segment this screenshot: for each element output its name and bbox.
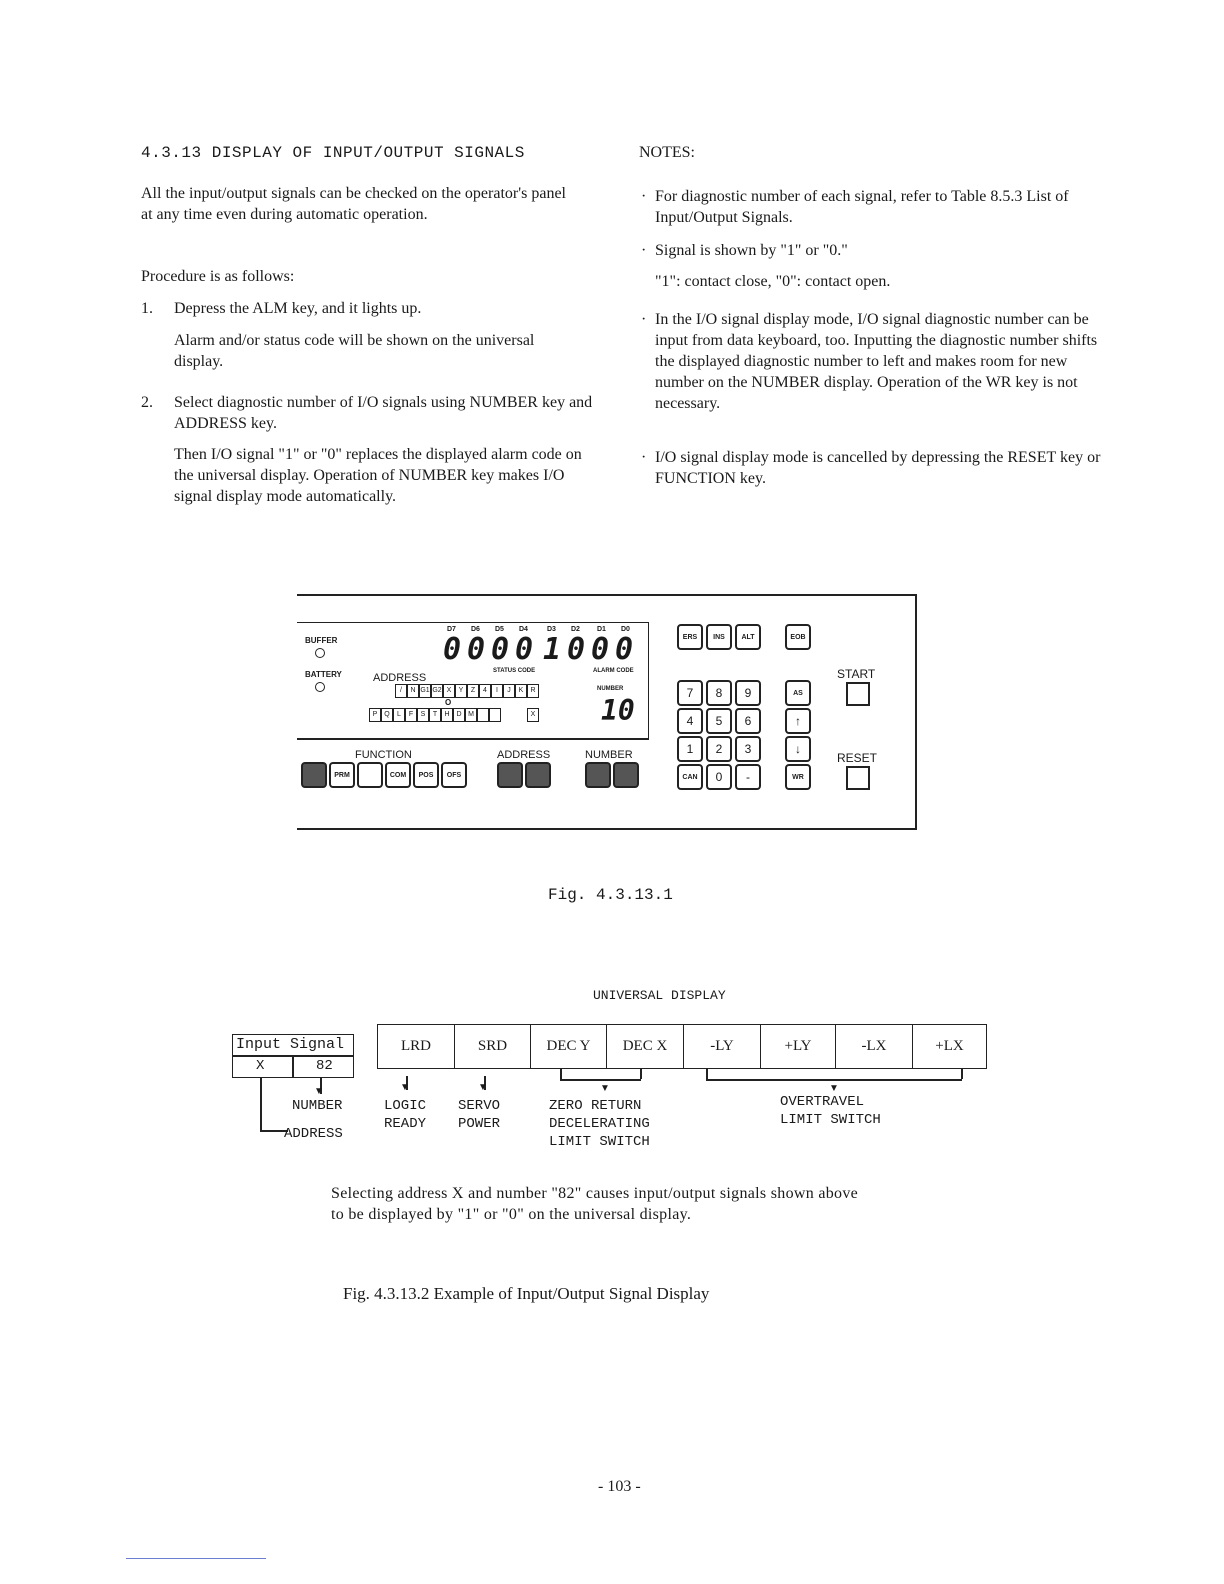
caption-line: OVERTRAVEL (780, 1094, 865, 1110)
display-cell-decx: DEC X (606, 1024, 684, 1069)
display-digit: 0 (491, 632, 510, 667)
input-signal-header: Input Signal (236, 1036, 345, 1053)
input-address-value: X (256, 1058, 265, 1074)
dec-bracket-bottom (560, 1079, 641, 1081)
panel-top-border (297, 594, 917, 596)
note-4: I/O signal display mode is cancelled by depressing the RESET key or FUNCTION key. (655, 449, 1101, 487)
section-heading: 4.3.13 DISPLAY OF INPUT/OUTPUT SIGNALS (141, 144, 525, 162)
prm-key[interactable]: PRM (329, 762, 355, 788)
step-number: 2. (141, 394, 153, 411)
address-cell: / (395, 684, 407, 698)
universal-display-title: UNIVERSAL DISPLAY (593, 988, 726, 1003)
com-key[interactable]: COM (385, 762, 411, 788)
address-key-right[interactable] (525, 762, 551, 788)
buffer-label: BUFFER (305, 636, 338, 645)
zero-return-caption (549, 1097, 650, 1151)
status-code-label: STATUS CODE (493, 668, 536, 674)
address-extra: O (445, 698, 452, 707)
display-digit: 0 (467, 632, 486, 667)
digit-label-d2: D2 (571, 626, 580, 633)
battery-label: BATTERY (305, 670, 342, 679)
ot-bracket-right (961, 1069, 963, 1079)
number-display: 10 (601, 694, 635, 727)
display-digit: 0 (515, 632, 534, 667)
number-caption: NUMBER (292, 1098, 343, 1114)
ot-bracket-bottom (706, 1079, 962, 1081)
pos-key[interactable]: POS (413, 762, 439, 788)
explanation-paragraph: Selecting address X and number "82" causes input/output signals shown above to be displayed by "1" or "0" on the universal display. (331, 1185, 859, 1223)
up-arrow-key[interactable]: ↑ (785, 708, 811, 734)
function-key[interactable] (357, 762, 383, 788)
minus-key[interactable]: - (735, 764, 761, 790)
address-cell: H (441, 708, 453, 722)
battery-lamp (315, 682, 325, 692)
address-cell: N (407, 684, 419, 698)
address-cell: Z (467, 684, 479, 698)
address-key-left[interactable] (497, 762, 523, 788)
logic-ready-caption (384, 1097, 426, 1133)
overtravel-caption (780, 1093, 881, 1129)
address-cell: K (515, 684, 527, 698)
caption-line: LIMIT SWITCH (549, 1134, 650, 1150)
numpad-key[interactable]: 4 (677, 708, 703, 734)
numpad-key[interactable]: 5 (706, 708, 732, 734)
caption-line: READY (384, 1116, 427, 1132)
as-key[interactable]: AS (785, 680, 811, 706)
caption-line: DECELERATING (549, 1116, 650, 1132)
address-cell: M (465, 708, 477, 722)
down-arrow-key[interactable]: ↓ (785, 736, 811, 762)
address-cell: Y (455, 684, 467, 698)
input-number-value: 82 (316, 1058, 333, 1074)
note-bullet: · (641, 311, 647, 328)
step-detail: Then I/O signal "1" or "0" replaces the displayed alarm code on the universal display. Operation of NUMBER key makes I/O signal display mode automatically. (174, 446, 582, 505)
address-cell: R (527, 684, 539, 698)
dec-bracket-left (560, 1069, 562, 1079)
numpad-key[interactable]: 6 (735, 708, 761, 734)
address-cell: L (393, 708, 405, 722)
caption-line: LOGIC (384, 1098, 427, 1114)
intro-paragraph: All the input/output signals can be checked on the operator's panel at any time even during automatic operation. (141, 185, 566, 223)
address-cell (477, 708, 489, 722)
display-cell-minus-ly: -LY (683, 1024, 761, 1069)
down-arrow-icon: ▼ (478, 1082, 488, 1093)
display-cell-plus-ly: +LY (760, 1024, 836, 1069)
numpad-key[interactable]: 8 (706, 680, 732, 706)
panel-right-border (915, 594, 917, 830)
dec-bracket-right (640, 1069, 642, 1079)
address-caption: ADDRESS (284, 1126, 343, 1142)
address-cell (489, 708, 501, 722)
procedure-label: Procedure is as follows: (141, 268, 295, 285)
address-cell: Q (381, 708, 393, 722)
address-cell: 4 (479, 684, 491, 698)
number-key-right[interactable] (613, 762, 639, 788)
page-number: - 103 - (598, 1478, 641, 1495)
start-label: START (837, 667, 876, 681)
address-cell: G2 (431, 684, 443, 698)
buffer-lamp (315, 648, 325, 658)
display-digit: 0 (443, 632, 462, 667)
address-cell: I (491, 684, 503, 698)
note-1: For diagnostic number of each signal, refer to Table 8.5.3 List of Input/Output Signals. (655, 188, 1069, 226)
notes-title: NOTES: (639, 144, 695, 161)
can-key[interactable]: CAN (677, 764, 703, 790)
down-arrow-icon: ▼ (600, 1083, 610, 1094)
down-arrow-icon: ▼ (314, 1086, 324, 1097)
alarm-code-label: ALARM CODE (593, 668, 634, 674)
digit-label-d3: D3 (547, 626, 556, 633)
down-arrow-icon: ▼ (400, 1082, 410, 1093)
caption-line: POWER (458, 1116, 501, 1132)
footer-rule (126, 1558, 266, 1559)
address-cell: S (417, 708, 429, 722)
reset-label: RESET (837, 751, 878, 765)
address-cell: T (429, 708, 441, 722)
reset-button[interactable] (846, 766, 870, 790)
note-bullet: · (641, 449, 647, 466)
display-cell-decy: DEC Y (530, 1024, 607, 1069)
wr-key[interactable]: WR (785, 764, 811, 790)
numpad-key[interactable]: 0 (706, 764, 732, 790)
ot-bracket-left (706, 1069, 708, 1079)
address-cell: F (405, 708, 417, 722)
number-key-label: NUMBER (585, 749, 633, 761)
address-cell: J (503, 684, 515, 698)
caption-line: ZERO RETURN (549, 1098, 642, 1114)
step-main: Depress the ALM key, and it lights up. (174, 300, 422, 317)
digit-label-d1: D1 (597, 626, 606, 633)
step-number: 1. (141, 300, 153, 317)
figure-2-caption: Fig. 4.3.13.2 Example of Input/Output Signal Display (343, 1284, 710, 1303)
display-digit: 0 (591, 632, 610, 667)
step-main: Select diagnostic number of I/O signals using NUMBER key and ADDRESS key. (174, 394, 593, 432)
panel-bottom-border (297, 828, 917, 830)
address-label: ADDRESS (373, 672, 427, 684)
display-divider (297, 738, 649, 740)
display-cell-srd: SRD (454, 1024, 531, 1069)
digit-label-d6: D6 (471, 626, 480, 633)
ofs-key[interactable]: OFS (441, 762, 467, 788)
digit-label-d5: D5 (495, 626, 504, 633)
digit-label-d7: D7 (447, 626, 456, 633)
operator-panel-figure (297, 594, 917, 830)
display-cell-minus-lx: -LX (835, 1024, 913, 1069)
alt-key[interactable]: ALT (735, 624, 761, 650)
address-key-label: ADDRESS (497, 749, 551, 761)
address-cell: P (369, 708, 381, 722)
numpad-key[interactable]: 2 (706, 736, 732, 762)
numpad-key[interactable]: 9 (735, 680, 761, 706)
function-key[interactable] (301, 762, 327, 788)
servo-power-caption (458, 1097, 500, 1133)
input-signal-split (292, 1056, 294, 1078)
digit-label-d4: D4 (519, 626, 528, 633)
ins-key[interactable]: INS (706, 624, 732, 650)
numpad-key[interactable]: 1 (677, 736, 703, 762)
digit-label-d0: D0 (621, 626, 630, 633)
number-small-label: NUMBER (597, 686, 624, 692)
eob-key[interactable]: EOB (785, 624, 811, 650)
step-detail: Alarm and/or status code will be shown on the universal display. (174, 332, 535, 370)
numpad-key[interactable]: 3 (735, 736, 761, 762)
note-bullet: · (641, 242, 647, 259)
caption-line: SERVO (458, 1098, 501, 1114)
figure-1-caption: Fig. 4.3.13.1 (548, 886, 673, 904)
display-cell-plus-lx: +LX (912, 1024, 987, 1069)
ers-key[interactable]: ERS (677, 624, 703, 650)
display-cell-lrd: LRD (377, 1024, 455, 1069)
display-digit: 1 (543, 632, 562, 667)
address-arrow-line (260, 1078, 262, 1130)
start-button[interactable] (846, 682, 870, 706)
down-arrow-icon: ▼ (829, 1083, 839, 1094)
address-cell: D (453, 708, 465, 722)
function-label: FUNCTION (355, 749, 412, 761)
number-key-left[interactable] (585, 762, 611, 788)
address-cell: X (443, 684, 455, 698)
address-cell: X (527, 708, 539, 722)
display-digit: 0 (615, 632, 634, 667)
note-3: In the I/O signal display mode, I/O signal diagnostic number can be input from data keyboard, too. Inputting the diagnostic number shifts the displayed diagnostic number to left and makes room for new number on the NUMBER display. Operation of the WR key is not necessary. (655, 311, 1098, 412)
caption-line: LIMIT SWITCH (780, 1112, 881, 1128)
note-2: Signal is shown by "1" or "0." (655, 242, 848, 259)
note-bullet: · (641, 188, 647, 205)
address-cell: G1 (419, 684, 431, 698)
display-digit: 0 (567, 632, 586, 667)
numpad-key[interactable]: 7 (677, 680, 703, 706)
note-2-detail: "1": contact close, "0": contact open. (655, 273, 891, 290)
